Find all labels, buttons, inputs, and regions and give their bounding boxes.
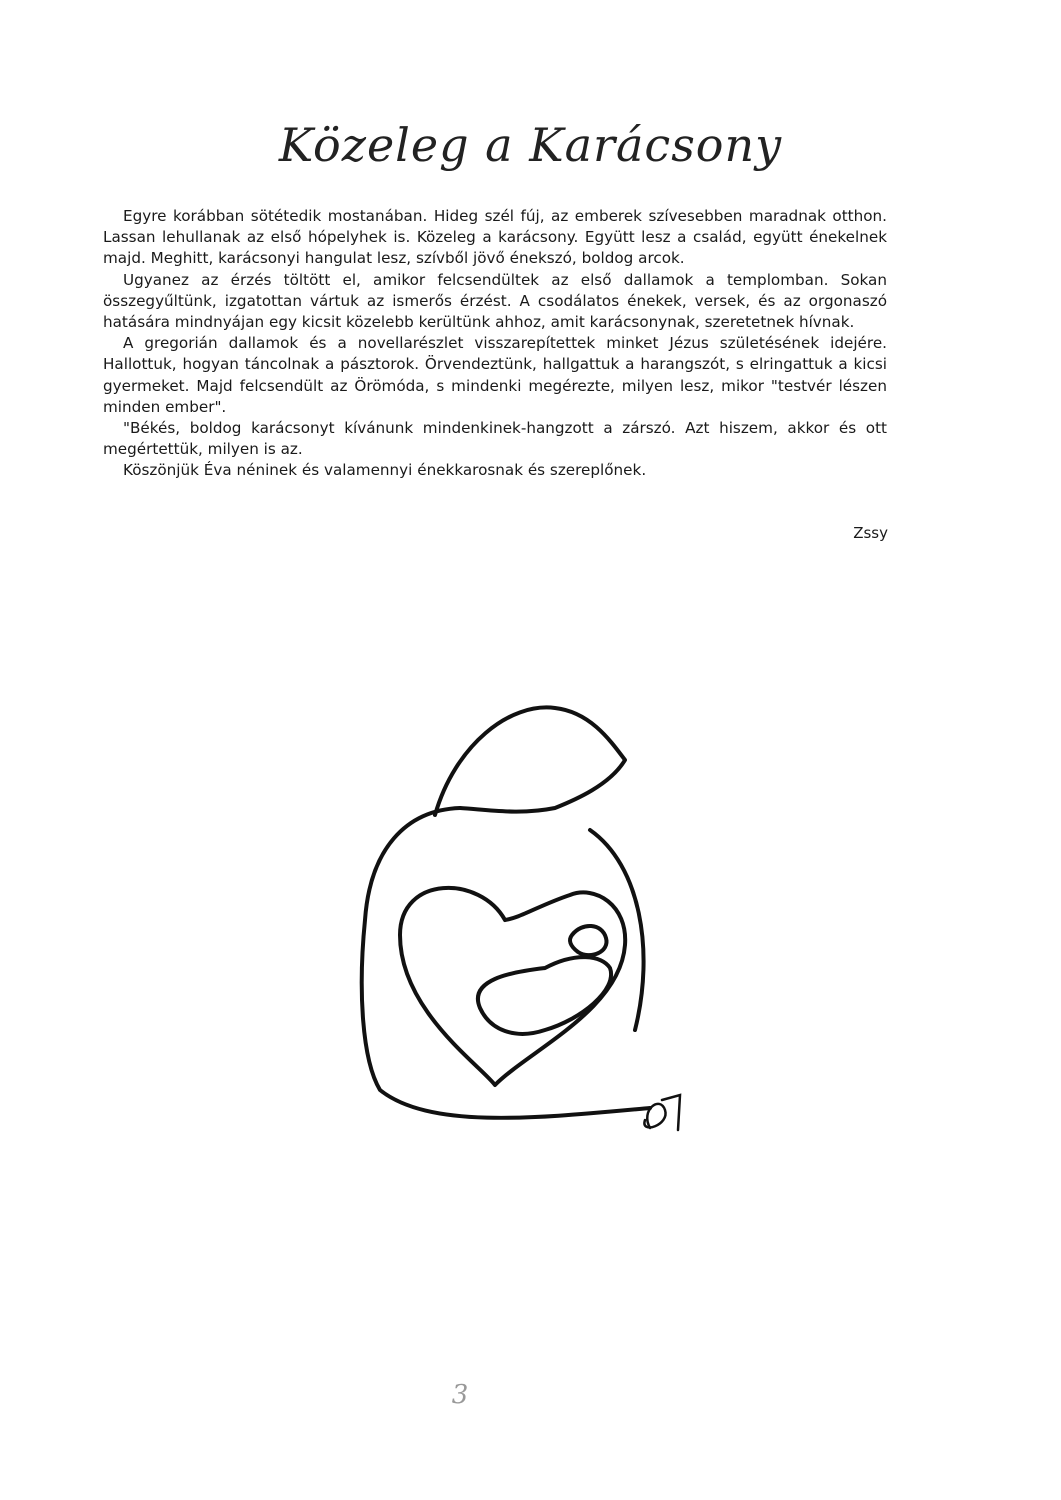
article-body — [103, 206, 887, 482]
paragraph: "Békés, boldog karácsonyt kívánunk mindenkinek-hangzott a zárszó. Azt hiszem, akkor és ott megértettük, milyen is az. — [103, 419, 887, 459]
page-title: Közeleg a Karácsony — [278, 118, 783, 172]
paragraph: A gregorián dallamok és a novellarészlet visszarepítettek minket Jézus születésének idejére. Hallottuk, hogyan táncolnak a pásztorok. Örvendeztünk, hallgattuk a harangszót, s elringattuk a kicsi gyermeket. Majd felcsendült az Örömóda, s mindenki megérezte, milyen lesz, mikor "testvér lészen minden ember". — [103, 334, 887, 416]
baby-outline — [478, 957, 611, 1034]
mother-child-heart-drawing — [340, 690, 700, 1140]
baby-head-outline — [570, 926, 607, 955]
artist-monogram-icon — [644, 1095, 680, 1130]
heart-outline — [400, 888, 625, 1085]
paragraph: Ugyanez az érzés töltött el, amikor felcsendültek az első dallamok a templomban. Sokan összegyűltünk, izgatottan vártuk az ismerős érzést. A csodálatos énekek, versek, és az orgonaszó hatására mindnyájan egy kicsit közelebb kerültünk ahhoz, amit karácsonynak, szeretetnek hívnak. — [103, 270, 887, 332]
author-signature: Zssy — [853, 524, 888, 542]
mother-head-outline — [435, 707, 625, 815]
paragraph: Egyre korábban sötétedik mostanában. Hideg szél fúj, az emberek szívesebben maradnak otthon. Lassan lehullanak az első hópelyhek is. Közeleg a karácsony. Együtt lesz a család, együtt énekelnek majd. Meghitt, karácsonyi hangulat lesz, szívből jövő énekszó, boldog arcok. — [103, 207, 887, 268]
page-number: 3 — [451, 1380, 469, 1410]
paragraph: Köszönjük Éva néninek és valamennyi énekkarosnak és szereplőnek. — [123, 461, 647, 480]
